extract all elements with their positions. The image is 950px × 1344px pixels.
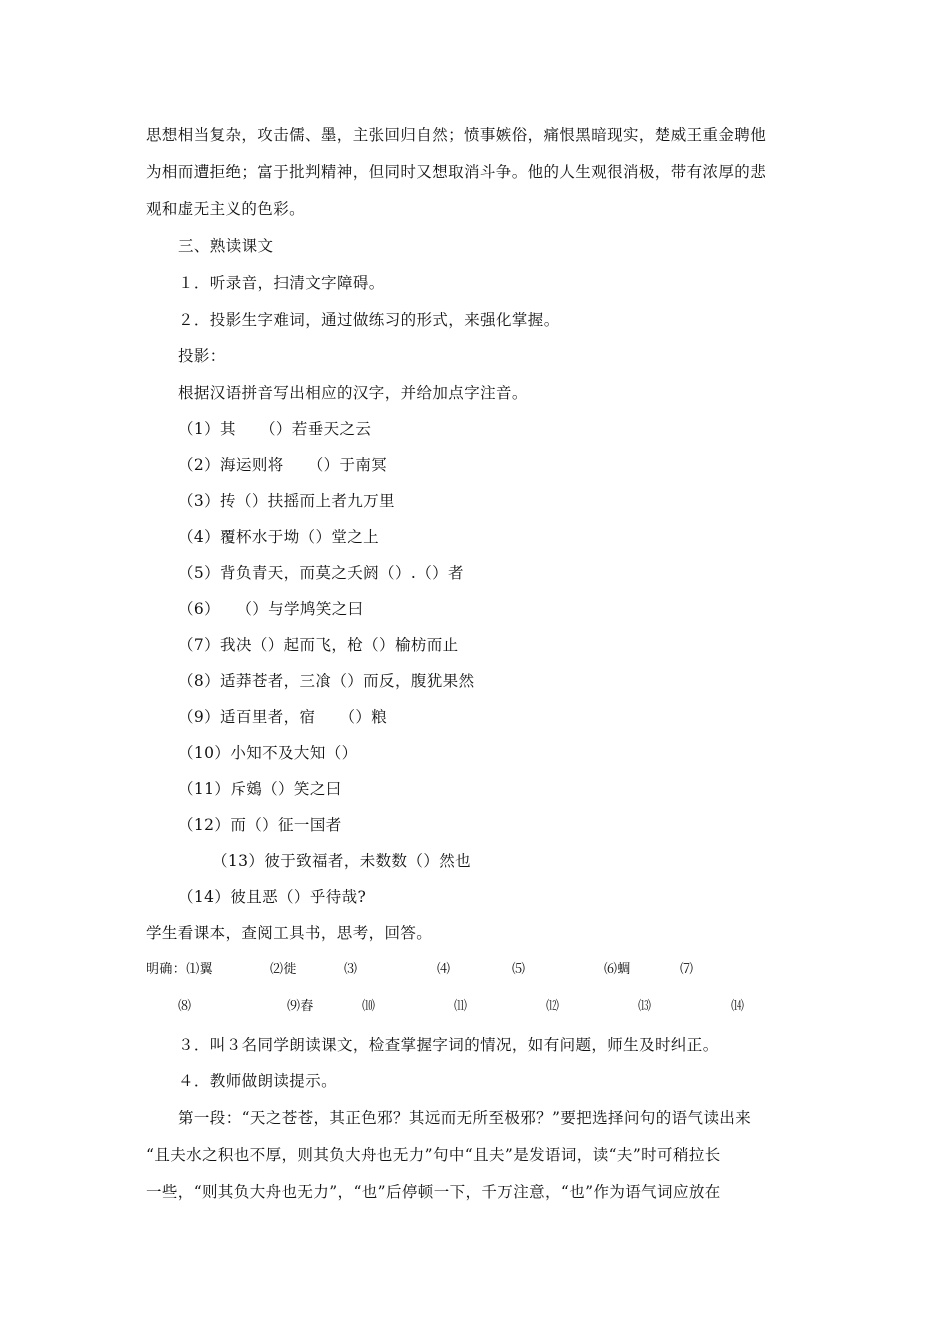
exercise-item: （1）其 （）若垂天之云 [178, 420, 372, 438]
answer-item: ⑻ [178, 999, 192, 1014]
answer-item: ⑷ [437, 962, 451, 977]
intro-line-1: 思想相当复杂，攻击儒、墨，主张回归自然；愤事嫉俗，痛恨黑暗现实，楚威王重金聘他 [146, 126, 767, 144]
step-3: ３．叫３名同学朗读课文，检查掌握字词的情况，如有问题，师生及时纠正。 [178, 1036, 719, 1054]
answer-item: ⒀ [638, 999, 652, 1014]
exercise-item: （2）海运则将 （）于南冥 [178, 456, 388, 474]
answer-item: ⑼舂 [287, 999, 314, 1014]
exercise-item: （12）而（）征一国者 [178, 816, 342, 834]
answer-item: ⑿ [546, 999, 560, 1014]
exercise-item: （10）小知不及大知（） [178, 744, 358, 762]
exercise-item: （6） （）与学鸠笑之曰 [178, 600, 364, 618]
intro-line-3: 观和虚无主义的色彩。 [146, 200, 306, 218]
answer-item: ⒁ [731, 999, 745, 1014]
intro-line-2: 为相而遭拒绝；富于批判精神，但同时又想取消斗争。他的人生观很消极，带有浓厚的悲 [146, 163, 767, 181]
step-4: ４．教师做朗读提示。 [178, 1072, 338, 1090]
exercise-item: （7）我决（）起而飞，枪（）榆枋而止 [178, 636, 459, 654]
exercise-item: （11）斥鴳（）笑之曰 [178, 780, 342, 798]
final-line-3: 一些，“则其负大舟也无力”，“也”后停顿一下，千万注意，“也”作为语气词应放在 [146, 1183, 721, 1201]
answer-item: ⑾ [454, 999, 468, 1014]
section-heading: 三、熟读课文 [178, 237, 274, 255]
answer-item: ⑺ [680, 962, 694, 977]
exercise-item: （9）适百里者，宿 （）粮 [178, 708, 388, 726]
answers-row-2 [0, 997, 950, 1019]
final-line-1: 第一段：“天之苍苍，其正色邪？其远而无所至极邪？”要把选择问句的语气读出来 [178, 1109, 752, 1127]
exercise-item: （13）彼于致福者，未数数（）然也 [212, 852, 472, 870]
answer-item: ⑹蜩 [604, 962, 631, 977]
student-action: 学生看课本，查阅工具书，思考，回答。 [146, 924, 433, 942]
exercise-item: （8）适莽苍者，三飡（）而反，腹犹果然 [178, 672, 475, 690]
exercise-instruction: 根据汉语拼音写出相应的汉字，并给加点字注音。 [178, 384, 528, 402]
exercise-item: （5）背负青天，而莫之夭阏（）.（）者 [178, 564, 464, 582]
answer-item: ⑶ [344, 962, 358, 977]
answer-item: ⑸ [512, 962, 526, 977]
exercise-item: （14）彼且恶（）乎待哉? [178, 888, 367, 906]
answer-item: 明确：⑴翼 [146, 962, 214, 977]
answer-item: ⑵徙 [270, 962, 297, 977]
exercise-item: （3）抟（）扶摇而上者九万里 [178, 492, 395, 510]
exercise-item: （4）覆杯水于坳（）堂之上 [178, 528, 380, 546]
step-1: １．听录音，扫清文字障碍。 [178, 274, 385, 292]
projection-label: 投影： [178, 347, 226, 365]
step-2: ２．投影生字难词，通过做练习的形式，来强化掌握。 [178, 311, 560, 329]
final-line-2: “且夫水之积也不厚，则其负大舟也无力”句中“且夫”是发语词，读“夫”时可稍拉长 [146, 1146, 721, 1164]
answer-item: ⑽ [362, 999, 376, 1014]
answers-row-1 [0, 960, 950, 982]
